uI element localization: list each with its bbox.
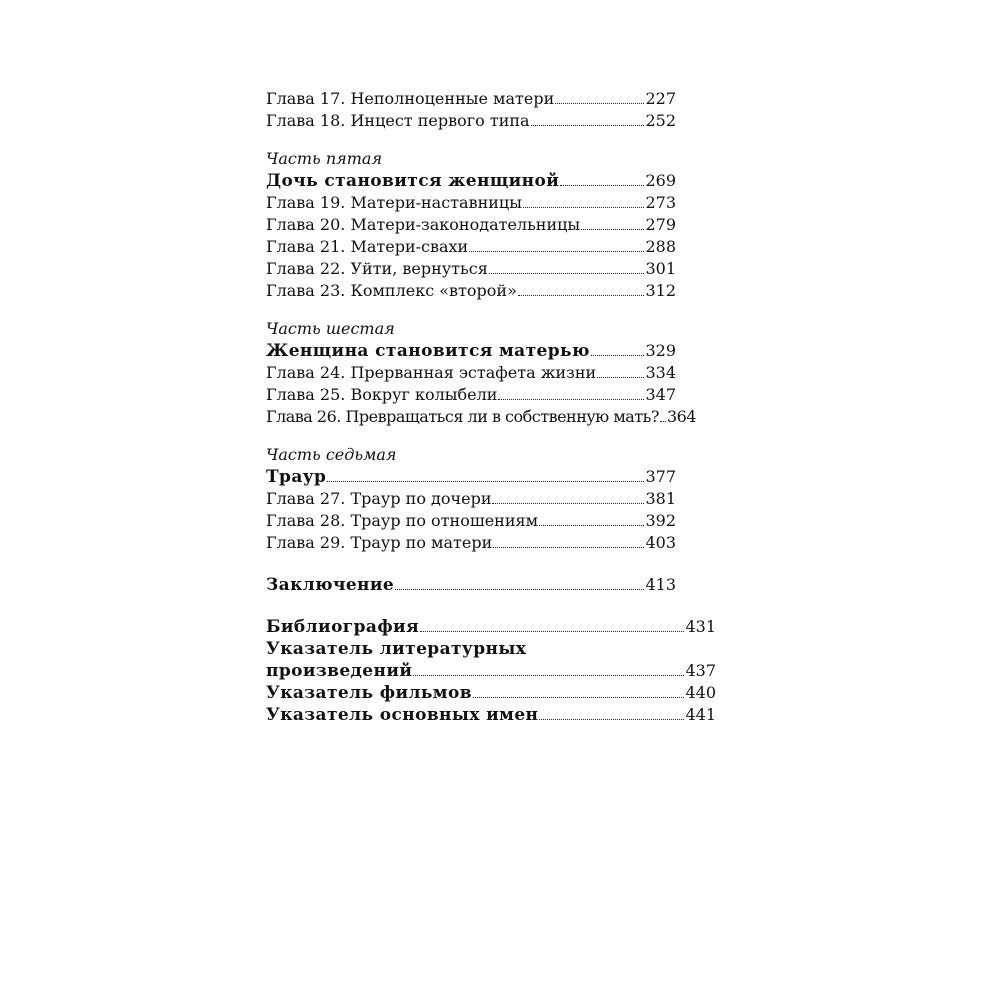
dot-leader [539, 719, 684, 720]
toc-entry-ch27[interactable] [266, 488, 676, 510]
heading-title: Дочь становится женщиной [266, 171, 560, 191]
toc-entry-ch17[interactable] [266, 88, 676, 110]
dot-leader [597, 377, 644, 378]
toc-entry-film-index[interactable] [266, 682, 716, 704]
toc-entry-ch19[interactable] [266, 192, 676, 214]
toc-entry-ch22[interactable] [266, 258, 676, 280]
entry-page: 227 [645, 89, 676, 108]
entry-page: 312 [645, 281, 676, 300]
dot-leader [473, 697, 685, 698]
dot-leader [523, 207, 645, 208]
entry-page: 334 [645, 363, 676, 382]
entry-page: 288 [645, 237, 676, 256]
dot-leader [660, 421, 666, 422]
entry-title: Глава 26. Превращаться ли в собственную мать? [266, 407, 659, 426]
heading-title: Траур [266, 467, 327, 487]
dot-leader [591, 355, 645, 356]
entry-page: 437 [685, 661, 716, 680]
entry-title: Библиография [266, 617, 420, 637]
entry-title: Глава 28. Траур по отношениям [266, 511, 539, 530]
entry-title: Глава 23. Комплекс «второй» [266, 281, 517, 300]
part-label-5: Часть пятая [266, 149, 383, 168]
dot-leader [413, 675, 684, 676]
toc-entry-ch24[interactable] [266, 362, 676, 384]
entry-page: 301 [645, 259, 676, 278]
entry-page: 381 [645, 489, 676, 508]
entry-title: Глава 21. Матери-свахи [266, 237, 469, 256]
entry-page: 273 [645, 193, 676, 212]
dot-leader [531, 125, 645, 126]
entry-title: Глава 20. Матери-законодательницы [266, 215, 581, 234]
heading-page: 329 [645, 341, 676, 360]
entry-page: 441 [685, 705, 716, 724]
dot-leader [493, 547, 644, 548]
part-heading-7[interactable] [266, 466, 676, 488]
dot-leader [469, 251, 644, 252]
toc-entry-bibliography[interactable] [266, 616, 716, 638]
entry-title: Глава 24. Прерванная эстафета жизни [266, 363, 597, 382]
heading-page: 377 [645, 467, 676, 486]
toc-entry-literary-index[interactable] [266, 660, 716, 682]
dot-leader [420, 631, 684, 632]
entry-page: 440 [685, 683, 716, 702]
heading-page: 269 [645, 171, 676, 190]
entry-page: 392 [645, 511, 676, 530]
dot-leader [539, 525, 644, 526]
dot-leader [395, 589, 644, 590]
dot-leader [492, 503, 644, 504]
dot-leader [489, 273, 645, 274]
entry-page: 279 [645, 215, 676, 234]
dot-leader [518, 295, 645, 296]
dot-leader [327, 481, 644, 482]
dot-leader [498, 399, 644, 400]
entry-page: 252 [645, 111, 676, 130]
entry-title: Глава 25. Вокруг колыбели [266, 385, 498, 404]
dot-leader [560, 185, 644, 186]
dot-leader [581, 229, 644, 230]
entry-title: Заключение [266, 575, 395, 595]
heading-title: Женщина становится матерью [266, 341, 590, 361]
entry-title: произведений [266, 661, 413, 681]
toc-entry-literary-index-line1[interactable]: Указатель литературных [266, 639, 527, 659]
entry-title: Глава 19. Матери-наставницы [266, 193, 522, 212]
spacer [266, 554, 716, 574]
entry-page: 347 [645, 385, 676, 404]
toc-entry-names-index[interactable] [266, 704, 716, 726]
entry-page: 431 [685, 617, 716, 636]
entry-title: Глава 22. Уйти, вернуться [266, 259, 488, 278]
entry-page: 364 [666, 407, 696, 426]
entry-title: Глава 18. Инцест первого типа [266, 111, 530, 130]
entry-title: Глава 29. Траур по матери [266, 533, 493, 552]
toc-entry-ch25[interactable] [266, 384, 676, 406]
toc-entry-conclusion[interactable] [266, 574, 676, 596]
toc-entry-ch21[interactable] [266, 236, 676, 258]
entry-title: Глава 27. Траур по дочери [266, 489, 492, 508]
toc-entry-ch18[interactable] [266, 110, 676, 132]
part-heading-5[interactable] [266, 170, 676, 192]
toc-entry-ch23[interactable] [266, 280, 676, 302]
part-heading-6[interactable] [266, 340, 676, 362]
part-label-7: Часть седьмая [266, 445, 397, 464]
part-label-6: Часть шестая [266, 319, 395, 338]
spacer [266, 596, 716, 616]
toc-entry-ch29[interactable] [266, 532, 676, 554]
dot-leader [555, 103, 644, 104]
entry-title: Указатель фильмов [266, 683, 472, 703]
toc-entry-ch26[interactable] [266, 406, 696, 428]
toc-entry-ch20[interactable] [266, 214, 676, 236]
table-of-contents [266, 88, 716, 726]
entry-page: 413 [645, 575, 676, 594]
entry-title: Глава 17. Неполноценные матери [266, 89, 555, 108]
entry-page: 403 [645, 533, 676, 552]
entry-title: Указатель основных имен [266, 705, 539, 725]
toc-entry-ch28[interactable] [266, 510, 676, 532]
